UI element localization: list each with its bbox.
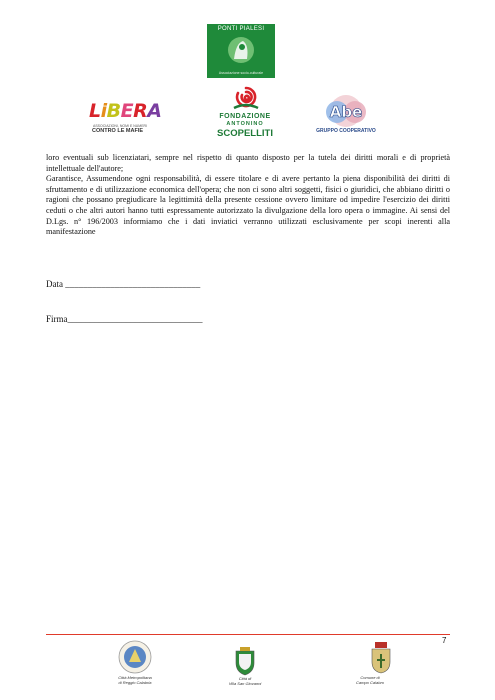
- villa-san-giovanni-crest-icon: [233, 646, 257, 676]
- villa-san-giovanni-caption: [210, 676, 280, 686]
- scopelliti-spiral-icon: [232, 84, 260, 112]
- page-number: 7: [442, 636, 447, 645]
- fondazione-scopelliti-logo: [206, 84, 284, 140]
- ponti-emblem-icon: [227, 35, 255, 65]
- reggio-calabria-crest-icon: [118, 640, 152, 674]
- firma-signature-line: Firma______________________________: [46, 314, 203, 324]
- crest-caption-line: Villa San Giovanni: [228, 681, 262, 686]
- crest-caption-line: Campo Calabro: [355, 680, 384, 685]
- gruppo-cooperativo-label: GRUPPO COOPERATIVO: [316, 128, 376, 134]
- fondazione-line1: FONDAZIONE: [219, 113, 271, 120]
- libera-motto: CONTRO LE MAFIE: [92, 128, 144, 134]
- libera-logo: [89, 100, 163, 136]
- campo-calabro-crest-icon: [370, 642, 392, 674]
- fondazione-line3: SCOPELLITI: [217, 128, 273, 139]
- ponti-pialesi-subtitle: Associazione socio-culturale: [218, 71, 264, 75]
- ponti-pialesi-name: PONTI PIALESI: [217, 26, 265, 32]
- crest-caption-line: di Reggio Calabria: [118, 680, 152, 685]
- crest-caption-line: Comune di: [360, 675, 380, 680]
- ponti-pialesi-logo: [207, 24, 275, 78]
- reggio-calabria-caption: [95, 675, 175, 685]
- libera-wordmark: LiBERA: [89, 100, 162, 122]
- libera-tagline: ASSOCIAZIONI, NOMI E NUMERI: [93, 124, 148, 128]
- body-paragraph-1: loro eventuali sub licenziatari, sempre nel rispetto di quanto disposto per la tutela dei diritti morali e di proprietà intellettuale dell'autore;: [46, 153, 450, 173]
- footer-rule: [46, 634, 450, 635]
- campo-calabro-caption: [340, 675, 400, 685]
- crest-caption-line: Città Metropolitana: [118, 675, 152, 680]
- gruppo-cooperativo-logo: [311, 94, 381, 140]
- body-paragraph-2: Garantisce, Assumendone ogni responsabilità, di essere titolare e di avere pertanto la piena disponibilità dei diritti di sfruttamento e di utilizzazione economica dell'opera; che non ci sono altri soggetti, fisici o giuridici, che abbiano diritti o ragioni che possano pregiudicare la legittimità della presente cessione ovvero limitare od impedire l'esercizio dei diritti ceduti o che altri autori hanno tutti espressamente autorizzato la divulgazione della loro opera o immagine. Ai sensi del D.Lgs. n° 196/2003 informiamo che i dati inviatici verranno utilizzati esclusivamente per scopi inerenti alla manifestazione: [46, 174, 450, 237]
- document-body: [46, 153, 450, 238]
- date-signature-line: Data ______________________________: [46, 279, 201, 289]
- crest-caption-line: Città di: [238, 676, 252, 681]
- svg-text:Abe: Abe: [329, 103, 363, 121]
- gruppo-cooperativo-emblem-icon: [315, 94, 377, 128]
- fondazione-line2: ANTONINO: [226, 121, 264, 127]
